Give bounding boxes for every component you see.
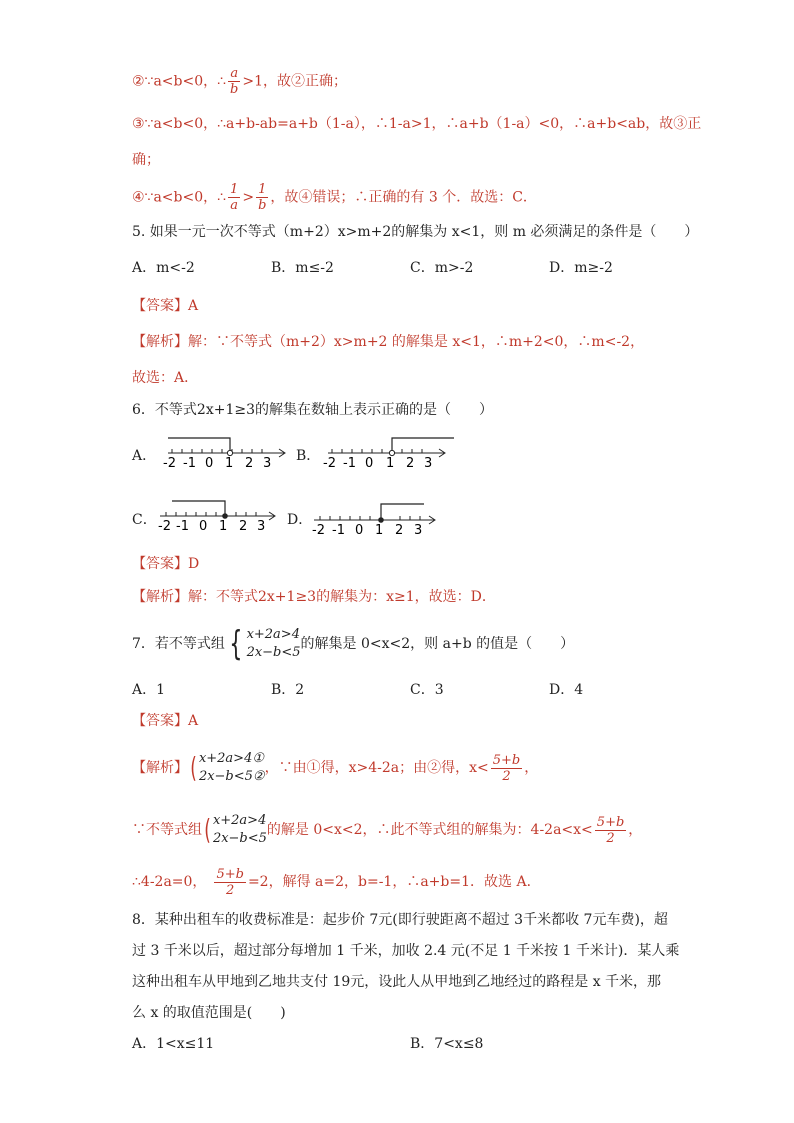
q8-line-4: 么 x 的取值范围是( ) xyxy=(132,1005,286,1021)
tick-label: -1 xyxy=(332,523,345,538)
denominator: b xyxy=(258,198,267,213)
tick-label: 3 xyxy=(257,519,266,534)
q7-answer: 【答案】A xyxy=(132,713,199,729)
left-brace: ( xyxy=(204,813,211,846)
q8-line-1: 8．某种出租车的收费标准是：起步价 7元(即行驶距离不超过 3千米都收 7元车费)，超 xyxy=(132,912,668,928)
inequality-2: 2x−b<5 xyxy=(246,645,301,660)
inequality-2: 2x−b<5② xyxy=(198,769,265,784)
text: ，∵由①得，x>4-2a；由②得，x< xyxy=(264,760,489,776)
q6-numberline-d xyxy=(310,500,440,538)
tick-label: -2 xyxy=(312,523,325,538)
fraction-1-over-b xyxy=(256,182,268,213)
tick-label: 2 xyxy=(245,456,254,471)
q6-analysis: 【解析】解：不等式2x+1≥3的解集为：x≥1，故选：D． xyxy=(132,589,496,605)
q7-option-a: A．1 xyxy=(132,682,166,698)
text: ∴4-2a=0， xyxy=(132,874,207,890)
text: 的解是 0<x<2，∴此不等式组的解集为：4-2a<x< xyxy=(266,822,593,838)
left-brace: { xyxy=(229,624,243,664)
q7-stem xyxy=(132,622,574,666)
q7-option-d: D．4 xyxy=(549,682,584,698)
q6-label-a: A． xyxy=(132,448,157,464)
q4-line-4 xyxy=(132,182,537,213)
tick-label: 0 xyxy=(205,456,214,471)
q8-line-3: 这种出租车从甲地到乙地共支付 19元，设此人从甲地到乙地经过的路程是 x 千米，那 xyxy=(132,974,662,990)
tick-label: 2 xyxy=(395,523,404,538)
tick-label: 3 xyxy=(263,456,272,471)
fraction-5b-over-2 xyxy=(491,753,523,784)
q5-option-a: A．m<-2 xyxy=(132,260,195,276)
inequality-1: x+2a>4① xyxy=(198,751,265,766)
inequality-1: x+2a>4 xyxy=(212,813,267,828)
denominator: a xyxy=(230,198,239,213)
numerator: 5+b xyxy=(596,814,625,830)
q5-analysis-conclusion: 故选：A． xyxy=(132,370,199,386)
text: >1，故②正确； xyxy=(242,73,348,90)
q4-line-3b: 确； xyxy=(132,152,160,168)
tick-label: 1 xyxy=(375,523,384,538)
numerator: 5+b xyxy=(492,752,521,768)
tick-label: 3 xyxy=(414,523,423,538)
text: ， xyxy=(628,822,643,838)
denominator: 2 xyxy=(502,768,511,784)
text: 的解集是 0<x<2，则 a+b 的值是（ ） xyxy=(300,636,575,652)
tick-label: 1 xyxy=(219,519,228,534)
q4-line-2 xyxy=(132,66,347,97)
inequality-system xyxy=(247,626,301,662)
tick-label: -2 xyxy=(163,456,176,471)
numerator: 1 xyxy=(256,182,268,198)
denominator: 2 xyxy=(226,882,235,898)
text: ，故④错误；∴正确的有 3 个．故选：C． xyxy=(270,189,537,206)
tick-label: 0 xyxy=(199,519,208,534)
q5-analysis: 【解析】解：∵不等式（m+2）x>m+2 的解集是 x<1，∴m+2<0，∴m<-2， xyxy=(132,334,645,350)
q6-label-d: D． xyxy=(287,512,313,528)
tick-label: 0 xyxy=(355,523,364,538)
tick-label: -1 xyxy=(183,456,196,471)
text: ∵不等式组 xyxy=(132,822,202,838)
tick-label: 2 xyxy=(406,456,415,471)
numerator: a xyxy=(228,66,240,82)
q8-option-b: B．7<x≤8 xyxy=(410,1036,484,1052)
q5-answer: 【答案】A xyxy=(132,298,199,314)
q6-numberline-a xyxy=(160,436,290,472)
text: > xyxy=(242,189,255,206)
q4-line-3: ③∵a<b<0，∴a+b-ab=a+b（1-a），∴1-a>1，∴a+b（1-a）<0，∴a+b<ab，故③正 xyxy=(132,116,702,132)
left-brace: ( xyxy=(190,751,197,784)
q6-label-b: B． xyxy=(296,448,321,464)
q6-label-c: C． xyxy=(132,512,157,528)
q6-numberline-b xyxy=(320,436,456,472)
fraction-5b-over-2 xyxy=(595,815,627,846)
tick-label: 1 xyxy=(386,456,395,471)
q7-option-c: C．3 xyxy=(410,682,444,698)
inequality-system xyxy=(199,750,265,786)
q8-line-2: 过 3 千米以后，超过部分每增加 1 千米，加收 2.4 元(不足 1 千米按 1 千米计)．某人乘 xyxy=(132,943,680,959)
inequality-1: x+2a>4 xyxy=(246,627,300,642)
denominator: b xyxy=(230,82,239,97)
q5-option-b: B．m≤-2 xyxy=(271,260,334,276)
text: 【解析】 xyxy=(132,760,188,776)
q6-numberline-c xyxy=(156,498,280,534)
q6-answer: 【答案】D xyxy=(132,556,200,572)
tick-label: -1 xyxy=(343,456,356,471)
numerator: 5+b xyxy=(216,866,244,882)
q7-analysis-line-2 xyxy=(132,808,642,852)
denominator: 2 xyxy=(606,830,615,846)
fraction-5b-over-2 xyxy=(214,867,246,898)
fraction-1-over-a xyxy=(228,182,240,213)
fraction-a-over-b xyxy=(228,66,240,97)
text: 7．若不等式组 xyxy=(132,636,225,652)
tick-label: -2 xyxy=(323,456,336,471)
q5-option-c: C．m>-2 xyxy=(410,260,474,276)
q7-option-b: B．2 xyxy=(271,682,305,698)
q5-stem: 5. 如果一元一次不等式（m+2）x>m+2的解集为 x<1，则 m 必须满足的条件是（ ） xyxy=(132,224,699,240)
text: ②∵a<b<0，∴ xyxy=(132,73,227,90)
text: =2，解得 a=2，b=-1，∴a+b=1．故选 A． xyxy=(247,874,541,890)
q6-stem: 6．不等式2x+1≥3的解集在数轴上表示正确的是（ ） xyxy=(132,402,493,418)
q5-option-d: D．m≥-2 xyxy=(549,260,613,276)
q7-analysis-line-3 xyxy=(132,862,541,902)
text: ， xyxy=(524,760,539,776)
text: ④∵a<b<0，∴ xyxy=(132,189,227,206)
tick-label: 1 xyxy=(225,456,234,471)
q8-option-a: A．1<x≤11 xyxy=(132,1036,215,1052)
inequality-system xyxy=(213,812,267,848)
q7-analysis-line-1 xyxy=(132,746,538,790)
tick-label: 2 xyxy=(239,519,248,534)
tick-label: 3 xyxy=(424,456,433,471)
tick-label: 0 xyxy=(365,456,374,471)
inequality-2: 2x−b<5 xyxy=(212,831,267,846)
numerator: 1 xyxy=(230,182,239,197)
tick-label: -2 xyxy=(158,519,171,534)
tick-label: -1 xyxy=(176,519,189,534)
